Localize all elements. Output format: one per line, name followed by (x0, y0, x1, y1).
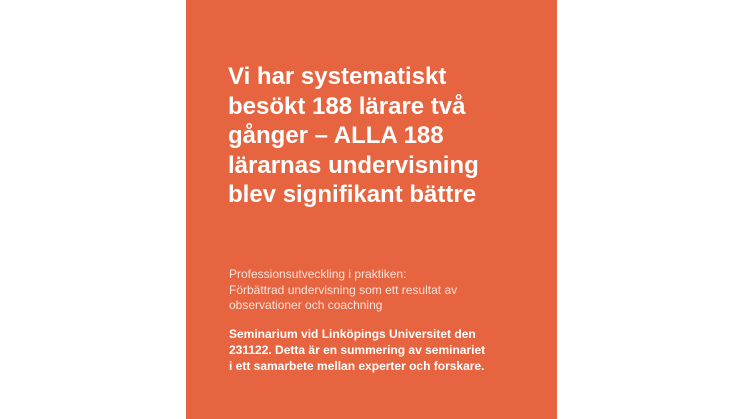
headline-line: gånger – ALLA 188 (228, 122, 444, 149)
description-line: 231122. Detta är en summering av seminariet (229, 343, 486, 357)
seminar-description (229, 326, 539, 374)
subtitle-line: observationer och coachning (229, 298, 383, 312)
headline (228, 62, 548, 210)
subtitle-line: Professionsutveckling i praktiken: (229, 267, 407, 281)
subtitle-line: Förbättrad undervisning som ett resultat av (229, 282, 458, 297)
cover-panel (186, 0, 557, 419)
headline-line: blev signifikant bättre (228, 181, 477, 208)
headline-line: besökt 188 lärare två (228, 92, 466, 120)
subtitle (229, 267, 539, 314)
description-line: Seminarium vid Linköpings Universitet den (229, 327, 476, 341)
headline-line: Vi har systematiskt (228, 63, 447, 90)
headline-line: lärarnas undervisning (228, 151, 479, 179)
description-line: i ett samarbete mellan experter och forskare. (229, 359, 485, 373)
